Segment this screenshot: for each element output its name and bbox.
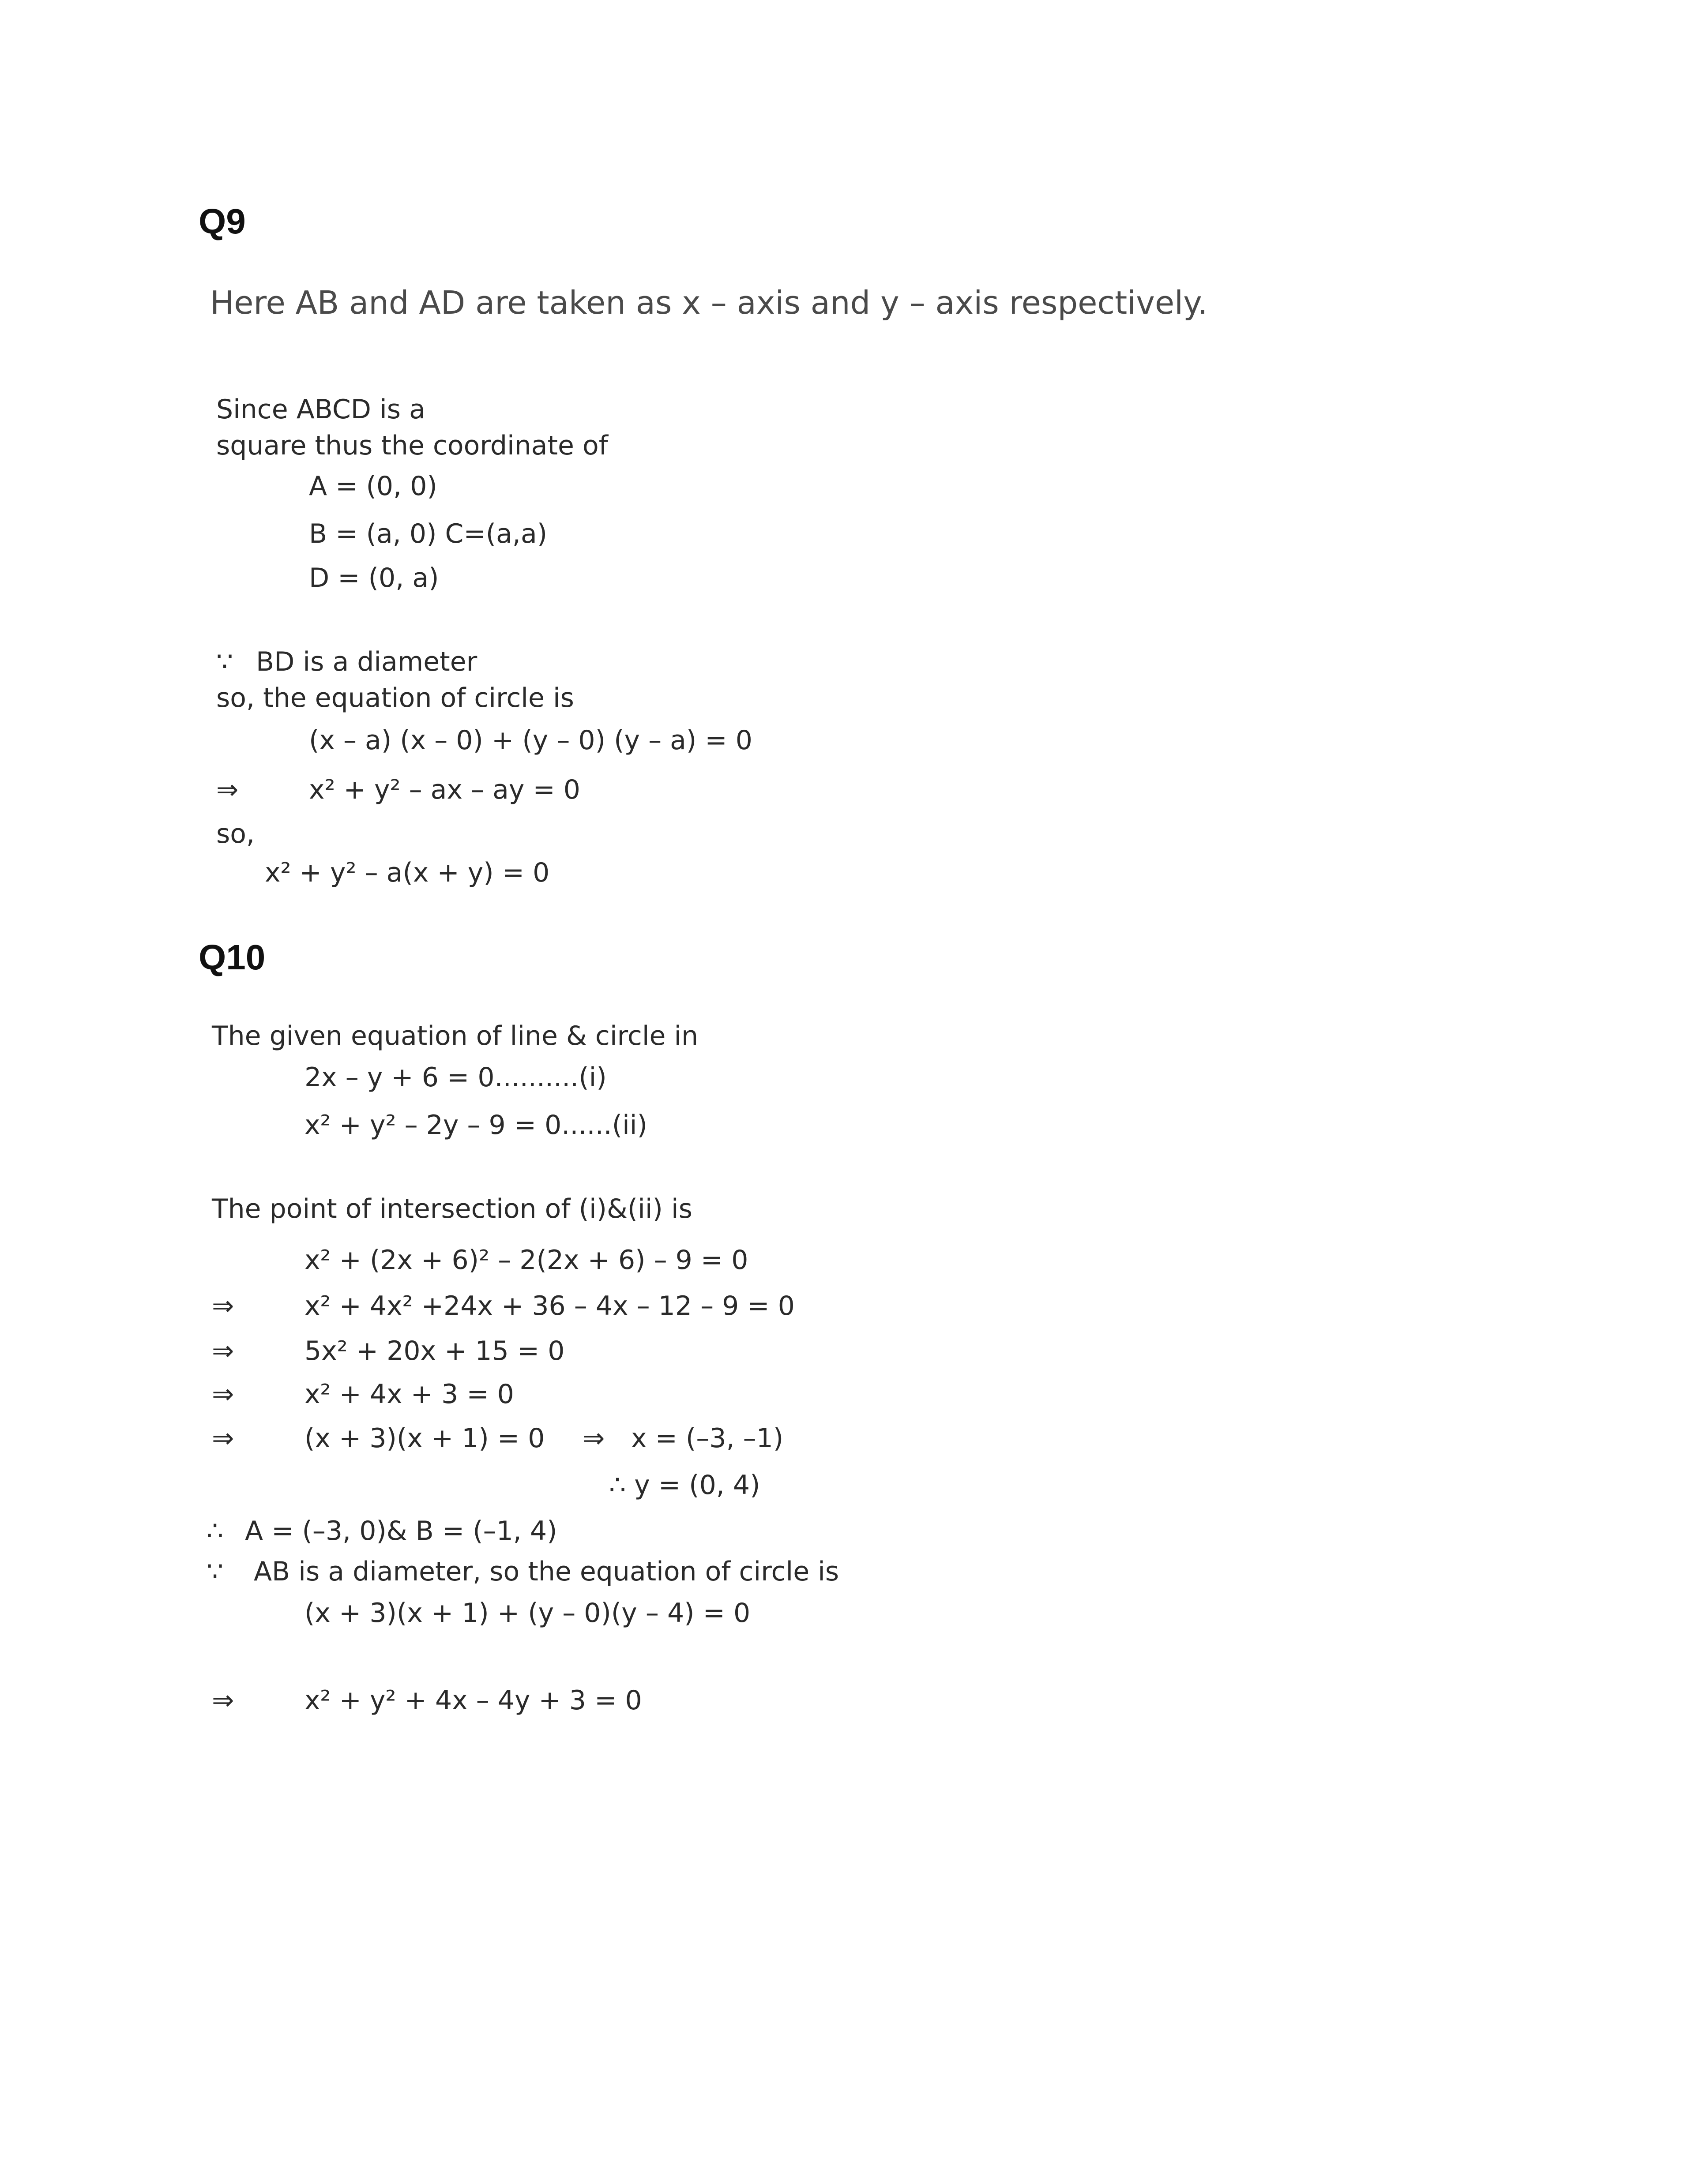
q9-line-4: B = (a, 0) C=(a,a) <box>309 518 548 549</box>
q10-implies-symbol-4: ⇒ <box>212 1423 234 1454</box>
q9-line-10: so, <box>216 818 255 849</box>
q10-line-9: (x + 3)(x + 1) = 0 <box>305 1423 545 1454</box>
q10-line-2: 2x – y + 6 = 0..........(i) <box>305 1062 607 1093</box>
q10-implies-symbol-3: ⇒ <box>212 1379 234 1410</box>
q10-because-symbol: ∵ <box>207 1556 224 1587</box>
q9-line-2: square thus the coordinate of <box>216 430 608 461</box>
q9-line-5: D = (0, a) <box>309 563 439 593</box>
q10-line-13: AB is a diameter, so the equation of circle is <box>254 1556 839 1587</box>
q10-implies-symbol-1: ⇒ <box>212 1291 234 1321</box>
q10-heading: Q10 <box>199 938 266 977</box>
q9-line-8: (x – a) (x – 0) + (y – 0) (y – a) = 0 <box>309 725 752 756</box>
q10-line-14: (x + 3)(x + 1) + (y – 0)(y – 4) = 0 <box>305 1598 751 1629</box>
q10-line-12: A = (–3, 0)& B = (–1, 4) <box>245 1516 557 1546</box>
q9-intro: Here AB and AD are taken as x – axis and y – axis respectively. <box>210 284 1208 321</box>
q10-line-1: The given equation of line & circle in <box>212 1021 699 1051</box>
q10-implies-symbol-6: ⇒ <box>212 1685 234 1716</box>
q9-line-3: A = (0, 0) <box>309 471 437 502</box>
q9-line-9: x² + y² – ax – ay = 0 <box>309 774 580 805</box>
q10-line-11: ∴ y = (0, 4) <box>609 1470 760 1501</box>
q9-because-symbol: ∵ <box>216 646 233 677</box>
q10-line-5: x² + (2x + 6)² – 2(2x + 6) – 9 = 0 <box>305 1245 748 1276</box>
q10-line-6: x² + 4x² +24x + 36 – 4x – 12 – 9 = 0 <box>305 1291 795 1321</box>
q10-line-15: x² + y² + 4x – 4y + 3 = 0 <box>305 1685 642 1716</box>
q10-implies-symbol-2: ⇒ <box>212 1336 234 1366</box>
q9-line-6: BD is a diameter <box>256 646 477 677</box>
q10-line-4: The point of intersection of (i)&(ii) is <box>212 1193 692 1224</box>
q10-therefore-symbol: ∴ <box>207 1516 224 1546</box>
q10-implies-symbol-5: ⇒ <box>583 1423 605 1454</box>
q10-line-10: x = (–3, –1) <box>631 1423 784 1454</box>
q9-line-11: x² + y² – a(x + y) = 0 <box>265 857 550 888</box>
q9-line-1: Since ABCD is a <box>216 394 425 425</box>
q10-line-8: x² + 4x + 3 = 0 <box>305 1379 514 1410</box>
q9-heading: Q9 <box>199 202 246 241</box>
q9-implies-symbol: ⇒ <box>216 774 239 805</box>
q10-line-7: 5x² + 20x + 15 = 0 <box>305 1336 565 1366</box>
q9-line-7: so, the equation of circle is <box>216 683 574 713</box>
q10-line-3: x² + y² – 2y – 9 = 0......(ii) <box>305 1110 647 1141</box>
